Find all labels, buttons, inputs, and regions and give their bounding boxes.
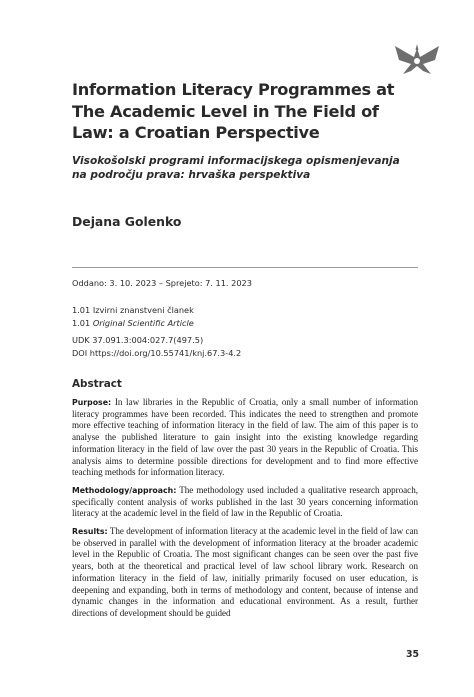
header-divider	[72, 267, 418, 268]
udk-code: UDK 37.091.3:004:027.7(497.5)	[72, 335, 204, 345]
article-type-slovene: 1.01 Izvirni znanstveni članek	[72, 305, 194, 315]
moth-logo-icon	[393, 44, 441, 78]
methodology-label: Methodology/approach:	[72, 485, 177, 495]
abstract-purpose	[72, 397, 418, 479]
results-label: Results:	[72, 527, 108, 537]
paper-title: Information Literacy Programmes at The Academic Level in The Field of Law: a Croatian Perspective	[72, 80, 395, 142]
submission-dates: Oddano: 3. 10. 2023 – Sprejeto: 7. 11. 2023	[72, 278, 252, 288]
purpose-label: Purpose:	[72, 398, 112, 407]
page-number: 35	[406, 649, 420, 660]
doi-link[interactable]: DOI https://doi.org/10.55741/knj.67.3-4.2	[72, 348, 242, 358]
article-type-number: 1.01	[72, 318, 93, 328]
paper-subtitle: Visokošolski programi informacijskega opismenjevanja na področju prava: hrvaška perspektiva	[72, 155, 400, 181]
abstract-methodology	[72, 485, 418, 520]
abstract-results	[72, 526, 418, 620]
abstract-body	[72, 397, 418, 626]
purpose-text: In law libraries in the Republic of Croatia, only a small number of information literacy programmes have been recorded. This indicates the need to strengthen and promote more effective teaching of information literacy in the field of law. The aim of this paper is to analyse the published literature to gain insight into the existing knowledge regarding information literacy in the field of law over the past 30 years in the Republic of Croatia. This analysis aims to determine possible directions for development and to find more effective teaching methods for information literacy.	[72, 397, 418, 478]
article-type-english	[72, 318, 194, 328]
methodology-text: The methodology used included a qualitative research approach, specifically content analysis of works published in the last 30 years concerning information literacy at the academic level in the field of law in the Republic of Croatia.	[72, 484, 418, 519]
article-type-label: Original Scientific Article	[92, 318, 194, 328]
results-text: The development of information literacy at the academic level in the field of law can be observed in parallel with the development of information literacy at the broader academic level in the Republic of Croatia. The most significant changes can be seen over the past five years, both at the theoretical and practical level of law school library work. Research on information literacy in the field of law, initially primarily focused on user education, is deepening and expanding, both in terms of methodology and content, because of intense and dynamic changes in the information and educational environment. As a result, further directions of development should be guided	[72, 526, 418, 618]
author-name: Dejana Golenko	[72, 214, 182, 229]
abstract-heading: Abstract	[72, 378, 122, 390]
